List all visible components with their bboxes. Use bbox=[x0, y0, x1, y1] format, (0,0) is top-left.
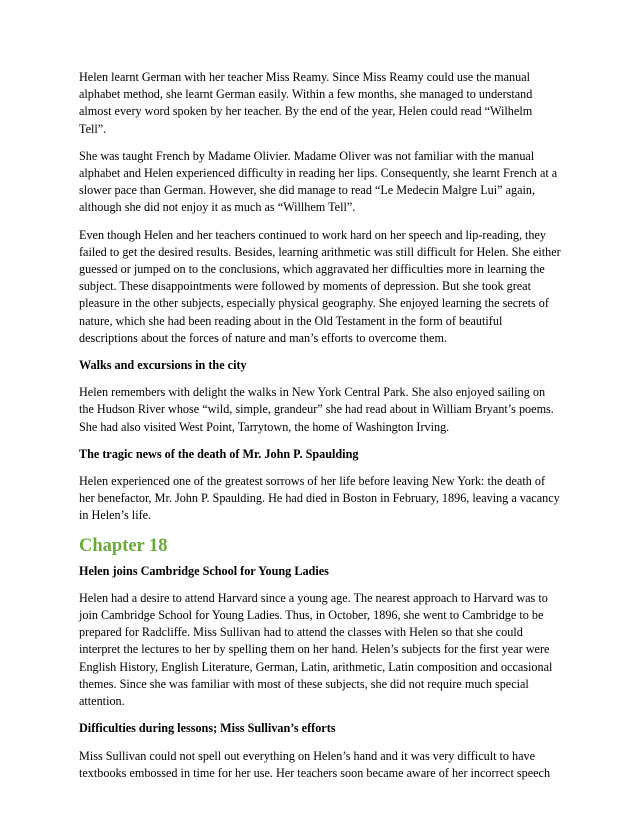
paragraph-difficulties-arithmetic: Even though Helen and her teachers continued to work hard on her speech and lip-reading, they failed to get the desired results. Besides, learning arithmetic was still difficult for Helen. She either guessed or jumped on to the conclusions, which aggravated her difficulties more in learning the subject. These disappointments were followed by moments of depression. But she took great pleasure in the other subjects, especially physical geography. She enjoyed learning the secrets of nature, which she had been reading about in the Old Testament in the form of beautiful descriptions about the forces of nature and man’s efforts to overcome them. bbox=[79, 227, 561, 345]
paragraph-sullivan-efforts: Miss Sullivan could not spell out everything on Helen’s hand and it was very difficult to have textbooks embossed in time for her use. Her teachers soon became aware of her incorrect speech bbox=[79, 748, 551, 780]
paragraph-german: Helen learnt German with her teacher Miss Reamy. Since Miss Reamy could use the manual alphabet method, she learnt German easily. Within a few months, she managed to understand almost every word spoken by her teacher. By the end of the year, Helen could read “Wilhelm Tell”. bbox=[79, 70, 533, 136]
paragraph-walks: Helen remembers with delight the walks in New York Central Park. She also enjoyed sailing on the Hudson River whose “wild, simple, grandeur” she had read about in William Bryant’s poems. She had also visited West Point, Tarrytown, the home of Washington Irving. bbox=[79, 385, 554, 434]
heading-tragic-news: The tragic news of the death of Mr. John P. Spaulding bbox=[79, 446, 359, 461]
heading-walks: Walks and excursions in the city bbox=[79, 358, 247, 373]
heading-cambridge: Helen joins Cambridge School for Young Ladies bbox=[79, 563, 329, 578]
paragraph-french: She was taught French by Madame Olivier. Madame Oliver was not familiar with the manual alphabet and Helen experienced difficulty in reading her lips. Consequently, she learnt French at a slower pace than German. However, she did manage to read “Le Medecin Malgre Lui” again, although she did not enjoy it as much as “Willhem Tell”. bbox=[79, 148, 558, 215]
paragraph-cambridge: Helen had a desire to attend Harvard since a young age. The nearest approach to Harvard was to join Cambridge School for Young Ladies. Thus, in October, 1896, she went to Cambridge to be prepared for Radcliffe. Miss Sullivan had to attend the classes with Helen so that she could interpret the lectures to her by spelling them on her hand. Helen’s subjects for the first year were English History, English Literature, German, Latin, arithmetic, Latin composition and occasional themes. Since she was familiar with most of these subjects, she did not require much special attention. bbox=[79, 590, 553, 709]
chapter-title: Chapter 18 bbox=[79, 535, 168, 556]
heading-difficulties-lessons: Difficulties during lessons; Miss Sullivan’s efforts bbox=[79, 721, 336, 736]
paragraph-spaulding: Helen experienced one of the greatest sorrows of her life before leaving New York: the death of her benefactor, Mr. John P. Spaulding. He had died in Boston in February, 1896, leaving a vacancy in Helen’s life. bbox=[79, 474, 560, 523]
